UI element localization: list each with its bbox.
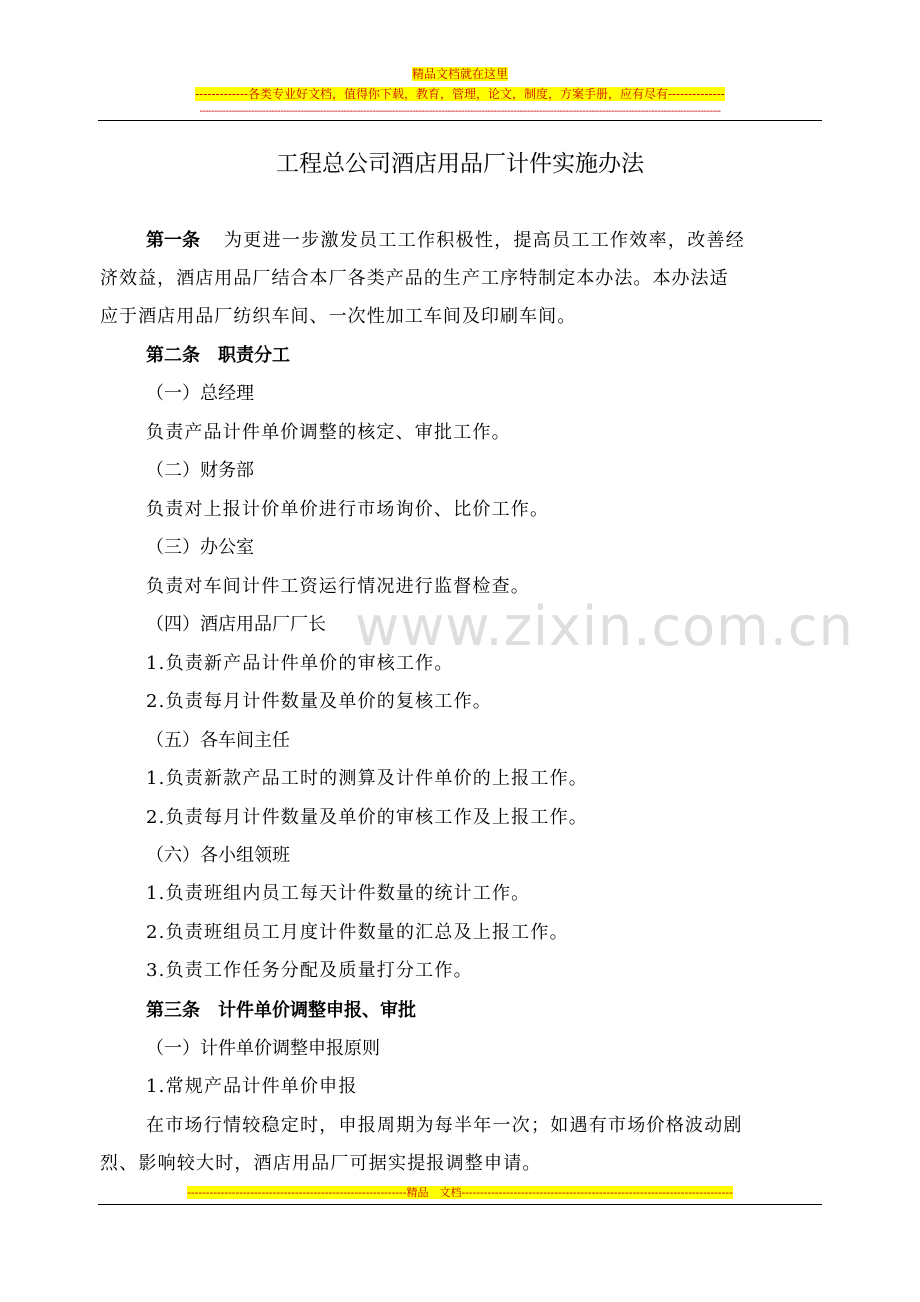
article-1-line-3: 应于酒店用品厂纺织车间、一次性加工车间及印刷车间。 bbox=[100, 306, 577, 327]
article-3-heading: 第三条 计件单价调整申报、审批 bbox=[146, 1000, 416, 1021]
article-1-heading: 第一条 bbox=[146, 230, 200, 251]
list-item: 1.负责新款产品工时的测算及计件单价的上报工作。 bbox=[146, 768, 588, 789]
header-dash-line: ------------------------------------------------------------------------------------------------------------------------------------------------------------------------------------- bbox=[199, 106, 721, 117]
section-heading: （三）办公室 bbox=[146, 537, 254, 558]
list-item: 2.负责班组员工月度计件数量的汇总及上报工作。 bbox=[146, 922, 569, 943]
section-text: 负责对车间计件工资运行情况进行监督检查。 bbox=[146, 576, 530, 597]
list-item: 2.负责每月计件数量及单价的审核工作及上报工作。 bbox=[146, 807, 588, 828]
paragraph-line-1: 在市场行情较稳定时，申报周期为每半年一次；如遇有市场价格波动剧 bbox=[146, 1115, 743, 1136]
footer-rule bbox=[98, 1204, 822, 1205]
section-heading: （二）财务部 bbox=[146, 460, 254, 481]
section-heading: （五）各车间主任 bbox=[146, 730, 290, 751]
list-item: 1.负责班组内员工每天计件数量的统计工作。 bbox=[146, 883, 531, 904]
footer-banner: -----------------------------------------------------------精品 文档------------------------------------------------------------------------- bbox=[187, 1186, 733, 1199]
article-1-line-1: 第一条 为更进一步激发员工工作积极性，提高员工工作效率，改善经 bbox=[146, 230, 746, 251]
article-2-heading: 第二条 职责分工 bbox=[146, 345, 290, 366]
section-text: 负责产品计件单价调整的核定、审批工作。 bbox=[146, 422, 511, 443]
list-item: 1.常规产品计件单价申报 bbox=[146, 1076, 358, 1097]
section-heading: （六）各小组领班 bbox=[146, 845, 290, 866]
header-banner-title: 精品文档就在这里 bbox=[411, 67, 508, 81]
list-item: 2.负责每月计件数量及单价的复核工作。 bbox=[146, 691, 492, 712]
paragraph-line-2: 烈、影响较大时，酒店用品厂可据实提报调整申请。 bbox=[100, 1153, 542, 1174]
section-heading: （一）计件单价调整申报原则 bbox=[146, 1038, 380, 1059]
watermark: www.zixin.com.cn bbox=[355, 595, 854, 658]
section-text: 负责对上报计价单价进行市场询价、比价工作。 bbox=[146, 499, 550, 520]
list-item: 3.负责工作任务分配及质量打分工作。 bbox=[146, 960, 473, 981]
list-item: 1.负责新产品计件单价的审核工作。 bbox=[146, 653, 454, 674]
header-rule bbox=[98, 120, 822, 121]
section-heading: （四）酒店用品厂厂长 bbox=[146, 614, 326, 635]
document-title: 工程总公司酒店用品厂计件实施办法 bbox=[276, 151, 644, 177]
section-heading: （一）总经理 bbox=[146, 383, 254, 404]
article-1-line-2: 济效益，酒店用品厂结合本厂各类产品的生产工序特制定本办法。本办法适 bbox=[100, 268, 729, 289]
header-banner-slogan: -------------各类专业好文档，值得你下载，教育，管理，论文，制度，方案手册，应有尽有-------------- bbox=[195, 87, 725, 101]
